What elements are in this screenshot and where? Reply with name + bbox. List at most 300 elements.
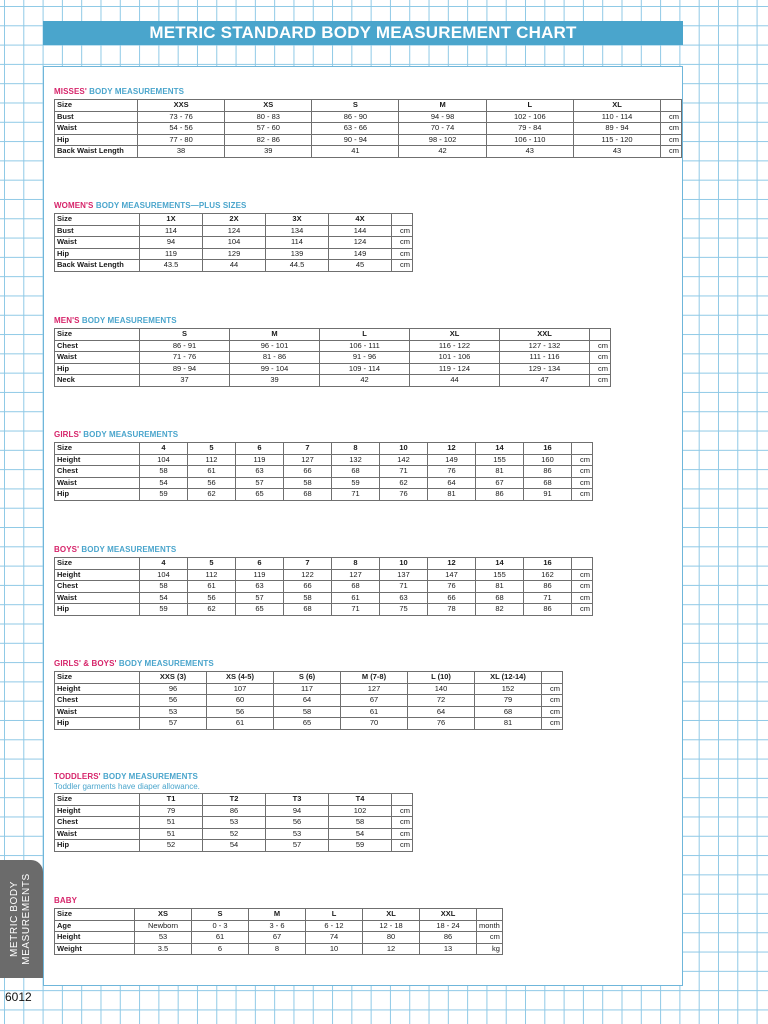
row-label: Hip: [55, 248, 140, 260]
table-cell: 81: [428, 489, 476, 501]
header-size: S: [312, 100, 399, 112]
header-size: 7: [284, 443, 332, 455]
table-cell: 59: [329, 840, 392, 852]
table-cell: 111 - 116: [500, 352, 590, 364]
table-cell: 127: [332, 569, 380, 581]
unit-cell: cm: [590, 340, 611, 352]
unit-cell: cm: [661, 146, 682, 158]
table-cell: 86: [524, 581, 572, 593]
table-cell: 101 - 106: [410, 352, 500, 364]
table-row: [55, 943, 503, 955]
row-label: Height: [55, 683, 140, 695]
table-cell: 58: [329, 817, 392, 829]
header-size: 5: [188, 558, 236, 570]
row-label: Height: [55, 569, 140, 581]
section-title-key: MISSES': [54, 87, 87, 96]
header-size: T3: [266, 794, 329, 806]
table-cell: 61: [207, 718, 274, 730]
table-cell: 57 - 60: [225, 123, 312, 135]
table-row: [55, 340, 611, 352]
row-label: Age: [55, 920, 135, 932]
header-size: T4: [329, 794, 392, 806]
unit-cell: cm: [392, 817, 413, 829]
table-cell: 129 - 134: [500, 363, 590, 375]
table-row: [55, 111, 682, 123]
table-cell: 64: [274, 695, 341, 707]
header-size: L: [486, 100, 573, 112]
table-cell: 124: [203, 225, 266, 237]
table-cell: 96 - 101: [230, 340, 320, 352]
table-cell: 56: [266, 817, 329, 829]
table-cell: 68: [476, 592, 524, 604]
header-label: Size: [55, 909, 135, 921]
unit-cell: month: [477, 920, 503, 932]
header-unit-cell: [542, 672, 563, 684]
table-header-row: [55, 558, 593, 570]
table-cell: 75: [380, 604, 428, 616]
table-cell: 59: [332, 477, 380, 489]
measurement-table: [54, 557, 593, 616]
section-3: [54, 430, 593, 501]
header-size: M: [249, 909, 306, 921]
header-size: 14: [476, 558, 524, 570]
table-cell: 65: [274, 718, 341, 730]
table-cell: 70: [341, 718, 408, 730]
table-cell: 61: [188, 581, 236, 593]
table-cell: 59: [140, 604, 188, 616]
table-cell: 132: [332, 454, 380, 466]
table-cell: 117: [274, 683, 341, 695]
table-row: [55, 454, 593, 466]
table-row: [55, 123, 682, 135]
table-cell: 47: [500, 375, 590, 387]
section-7: [54, 896, 503, 955]
table-cell: 94: [266, 805, 329, 817]
table-cell: 53: [135, 932, 192, 944]
table-cell: 80: [363, 932, 420, 944]
row-label: Chest: [55, 581, 140, 593]
section-6: [54, 772, 413, 852]
section-title: [54, 772, 413, 781]
unit-cell: kg: [477, 943, 503, 955]
table-cell: 86: [476, 489, 524, 501]
section-title-rest: BODY MEASUREMENTS: [100, 772, 198, 781]
table-cell: 104: [203, 237, 266, 249]
unit-cell: cm: [590, 375, 611, 387]
table-cell: 122: [284, 569, 332, 581]
page-title: METRIC STANDARD BODY MEASUREMENT CHART: [43, 21, 683, 45]
measurement-table: [54, 328, 611, 387]
header-size: XL: [410, 329, 500, 341]
table-cell: 58: [284, 477, 332, 489]
table-cell: 39: [225, 146, 312, 158]
table-cell: 6: [192, 943, 249, 955]
table-cell: 72: [408, 695, 475, 707]
table-row: [55, 237, 413, 249]
table-row: [55, 920, 503, 932]
table-cell: 71: [380, 581, 428, 593]
table-cell: 68: [332, 466, 380, 478]
table-cell: 53: [140, 706, 207, 718]
measurement-table: [54, 99, 682, 158]
row-label: Chest: [55, 466, 140, 478]
header-size: 12: [428, 558, 476, 570]
table-cell: 86 - 90: [312, 111, 399, 123]
table-cell: 18 - 24: [420, 920, 477, 932]
section-5: [54, 659, 563, 730]
table-cell: 119: [236, 569, 284, 581]
table-cell: 71 - 76: [140, 352, 230, 364]
table-cell: 52: [140, 840, 203, 852]
header-size: 2X: [203, 214, 266, 226]
table-cell: 104: [140, 454, 188, 466]
header-size: S: [140, 329, 230, 341]
unit-cell: cm: [572, 581, 593, 593]
header-unit-cell: [392, 794, 413, 806]
header-label: Size: [55, 794, 140, 806]
table-cell: 0 - 3: [192, 920, 249, 932]
table-cell: 67: [476, 477, 524, 489]
table-cell: 86: [420, 932, 477, 944]
table-row: [55, 817, 413, 829]
header-size: 8: [332, 558, 380, 570]
table-cell: 115 - 120: [573, 134, 660, 146]
section-title-rest: BODY MEASUREMENTS—PLUS SIZES: [93, 201, 247, 210]
table-cell: 73 - 76: [137, 111, 224, 123]
table-cell: 86: [524, 604, 572, 616]
row-label: Waist: [55, 477, 140, 489]
table-cell: 127: [284, 454, 332, 466]
header-size: 6: [236, 443, 284, 455]
table-cell: 71: [380, 466, 428, 478]
unit-cell: cm: [572, 592, 593, 604]
table-cell: 12 - 18: [363, 920, 420, 932]
table-cell: 71: [524, 592, 572, 604]
row-label: Hip: [55, 363, 140, 375]
header-size: XL: [363, 909, 420, 921]
table-cell: 68: [284, 604, 332, 616]
table-cell: 54: [140, 592, 188, 604]
table-cell: 65: [236, 489, 284, 501]
section-title-rest: BODY MEASUREMENTS: [79, 316, 177, 325]
table-cell: 44: [410, 375, 500, 387]
table-cell: 89 - 94: [573, 123, 660, 135]
header-size: M: [230, 329, 320, 341]
table-header-row: [55, 329, 611, 341]
table-row: [55, 805, 413, 817]
table-cell: 53: [203, 817, 266, 829]
table-cell: 98 - 102: [399, 134, 486, 146]
table-cell: 66: [428, 592, 476, 604]
table-cell: 42: [320, 375, 410, 387]
table-cell: 8: [249, 943, 306, 955]
table-cell: 155: [476, 569, 524, 581]
unit-cell: cm: [392, 840, 413, 852]
table-cell: 76: [380, 489, 428, 501]
table-cell: 54 - 56: [137, 123, 224, 135]
unit-cell: cm: [572, 454, 593, 466]
unit-cell: cm: [661, 134, 682, 146]
section-title: [54, 896, 503, 905]
table-cell: 63: [236, 466, 284, 478]
table-cell: 56: [188, 477, 236, 489]
row-label: Hip: [55, 840, 140, 852]
header-unit-cell: [661, 100, 682, 112]
row-label: Hip: [55, 489, 140, 501]
unit-cell: cm: [392, 260, 413, 272]
measurement-table: [54, 671, 563, 730]
section-title-key: GIRLS': [54, 430, 81, 439]
table-cell: 43: [573, 146, 660, 158]
table-cell: 65: [236, 604, 284, 616]
table-cell: 114: [140, 225, 203, 237]
row-label: Chest: [55, 340, 140, 352]
table-cell: 64: [428, 477, 476, 489]
section-title: [54, 87, 682, 96]
header-size: 14: [476, 443, 524, 455]
table-cell: 51: [140, 817, 203, 829]
table-cell: 80 - 83: [225, 111, 312, 123]
table-cell: 102: [329, 805, 392, 817]
table-cell: 10: [306, 943, 363, 955]
table-cell: 63: [236, 581, 284, 593]
table-row: [55, 840, 413, 852]
table-cell: 66: [284, 466, 332, 478]
table-cell: 109 - 114: [320, 363, 410, 375]
table-cell: 86: [203, 805, 266, 817]
table-cell: 139: [266, 248, 329, 260]
row-label: Height: [55, 932, 135, 944]
header-size: 16: [524, 558, 572, 570]
table-cell: 63: [380, 592, 428, 604]
row-label: Back Waist Length: [55, 146, 138, 158]
header-size: L (10): [408, 672, 475, 684]
table-cell: 6 - 12: [306, 920, 363, 932]
measurement-table: [54, 442, 593, 501]
section-title-rest: BODY MEASUREMENTS: [86, 87, 185, 96]
row-label: Chest: [55, 817, 140, 829]
table-header-row: [55, 443, 593, 455]
table-cell: 59: [140, 489, 188, 501]
table-row: [55, 828, 413, 840]
table-cell: 57: [140, 718, 207, 730]
header-size: 4: [140, 558, 188, 570]
table-row: [55, 592, 593, 604]
header-size: 16: [524, 443, 572, 455]
table-cell: 106 - 110: [486, 134, 573, 146]
row-label: Chest: [55, 695, 140, 707]
measurement-table: [54, 213, 413, 272]
table-row: [55, 706, 563, 718]
header-size: 10: [380, 558, 428, 570]
table-cell: 68: [284, 489, 332, 501]
measurement-table: [54, 793, 413, 852]
row-label: Hip: [55, 134, 138, 146]
page-number: 6012: [5, 990, 32, 1004]
section-title: [54, 545, 593, 554]
unit-cell: cm: [392, 225, 413, 237]
table-cell: 71: [332, 489, 380, 501]
unit-cell: cm: [590, 363, 611, 375]
table-cell: 81: [475, 718, 542, 730]
table-cell: 119: [140, 248, 203, 260]
header-size: XXS (3): [140, 672, 207, 684]
table-cell: 56: [188, 592, 236, 604]
table-cell: 127 - 132: [500, 340, 590, 352]
header-unit-cell: [572, 558, 593, 570]
unit-cell: cm: [392, 237, 413, 249]
header-size: 7: [284, 558, 332, 570]
table-cell: 149: [428, 454, 476, 466]
table-cell: 45: [329, 260, 392, 272]
table-cell: 79: [475, 695, 542, 707]
table-cell: 58: [284, 592, 332, 604]
table-cell: 56: [140, 695, 207, 707]
unit-cell: cm: [392, 828, 413, 840]
table-cell: 76: [408, 718, 475, 730]
table-cell: 43: [486, 146, 573, 158]
table-cell: 68: [332, 581, 380, 593]
table-cell: 137: [380, 569, 428, 581]
table-cell: 68: [524, 477, 572, 489]
header-size: XXL: [500, 329, 590, 341]
header-size: L: [320, 329, 410, 341]
table-cell: 62: [380, 477, 428, 489]
table-cell: 13: [420, 943, 477, 955]
section-title-key: GIRLS' & BOYS': [54, 659, 117, 668]
table-cell: 56: [207, 706, 274, 718]
table-cell: 44.5: [266, 260, 329, 272]
table-row: [55, 581, 593, 593]
table-cell: 51: [140, 828, 203, 840]
side-tab-line-1: METRIC BODY: [9, 880, 20, 958]
table-row: [55, 477, 593, 489]
table-cell: 58: [140, 581, 188, 593]
table-header-row: [55, 214, 413, 226]
unit-cell: cm: [590, 352, 611, 364]
table-cell: 79 - 84: [486, 123, 573, 135]
table-cell: 53: [266, 828, 329, 840]
row-label: Height: [55, 454, 140, 466]
header-size: 12: [428, 443, 476, 455]
header-size: S (6): [274, 672, 341, 684]
row-label: Waist: [55, 828, 140, 840]
table-row: [55, 260, 413, 272]
table-row: [55, 363, 611, 375]
table-cell: 152: [475, 683, 542, 695]
table-cell: 41: [312, 146, 399, 158]
header-label: Size: [55, 672, 140, 684]
section-title-rest: BODY MEASUREMENTS: [79, 545, 177, 554]
table-cell: 81: [476, 466, 524, 478]
table-cell: 144: [329, 225, 392, 237]
header-size: 4X: [329, 214, 392, 226]
table-row: [55, 932, 503, 944]
table-cell: 57: [236, 477, 284, 489]
table-cell: 112: [188, 454, 236, 466]
table-cell: Newborn: [135, 920, 192, 932]
unit-cell: cm: [661, 123, 682, 135]
row-label: Neck: [55, 375, 140, 387]
row-label: Waist: [55, 237, 140, 249]
table-row: [55, 489, 593, 501]
header-size: M (7-8): [341, 672, 408, 684]
header-unit-cell: [572, 443, 593, 455]
row-label: Hip: [55, 604, 140, 616]
table-cell: 57: [236, 592, 284, 604]
table-cell: 82 - 86: [225, 134, 312, 146]
table-cell: 162: [524, 569, 572, 581]
table-cell: 66: [284, 581, 332, 593]
header-size: XS: [225, 100, 312, 112]
header-size: L: [306, 909, 363, 921]
table-cell: 127: [341, 683, 408, 695]
table-cell: 58: [274, 706, 341, 718]
unit-cell: cm: [661, 111, 682, 123]
table-cell: 102 - 106: [486, 111, 573, 123]
section-4: [54, 545, 593, 616]
table-cell: 62: [188, 489, 236, 501]
table-cell: 52: [203, 828, 266, 840]
unit-cell: cm: [572, 604, 593, 616]
header-size: XS: [135, 909, 192, 921]
table-cell: 76: [428, 466, 476, 478]
section-title-rest: BODY MEASUREMENTS: [116, 659, 214, 668]
row-label: Height: [55, 805, 140, 817]
header-size: 1X: [140, 214, 203, 226]
header-size: 8: [332, 443, 380, 455]
unit-cell: cm: [542, 706, 563, 718]
section-title-rest: BODY MEASUREMENTS: [80, 430, 179, 439]
table-cell: 86 - 91: [140, 340, 230, 352]
table-cell: 82: [476, 604, 524, 616]
table-cell: 54: [329, 828, 392, 840]
table-cell: 54: [203, 840, 266, 852]
section-title-key: WOMEN'S: [54, 201, 94, 210]
table-cell: 43.5: [140, 260, 203, 272]
table-cell: 74: [306, 932, 363, 944]
measurement-panel: [43, 66, 683, 986]
table-cell: 3 - 6: [249, 920, 306, 932]
unit-cell: cm: [572, 569, 593, 581]
section-2: [54, 316, 611, 387]
header-size: T1: [140, 794, 203, 806]
section-1: [54, 201, 413, 272]
row-label: Bust: [55, 111, 138, 123]
side-tab-label: [9, 873, 33, 965]
header-size: XL (12-14): [475, 672, 542, 684]
table-cell: 155: [476, 454, 524, 466]
table-cell: 58: [140, 466, 188, 478]
row-label: Back Waist Length: [55, 260, 140, 272]
table-cell: 119 - 124: [410, 363, 500, 375]
section-title: [54, 430, 593, 439]
table-cell: 142: [380, 454, 428, 466]
section-title: [54, 659, 563, 668]
section-title-key: MEN'S: [54, 316, 80, 325]
header-label: Size: [55, 443, 140, 455]
table-cell: 140: [408, 683, 475, 695]
row-label: Hip: [55, 718, 140, 730]
row-label: Bust: [55, 225, 140, 237]
table-cell: 67: [341, 695, 408, 707]
section-title: [54, 316, 611, 325]
table-cell: 61: [341, 706, 408, 718]
side-tab-line-2: MEASUREMENTS: [21, 873, 32, 965]
header-unit-cell: [590, 329, 611, 341]
table-header-row: [55, 794, 413, 806]
header-size: 5: [188, 443, 236, 455]
